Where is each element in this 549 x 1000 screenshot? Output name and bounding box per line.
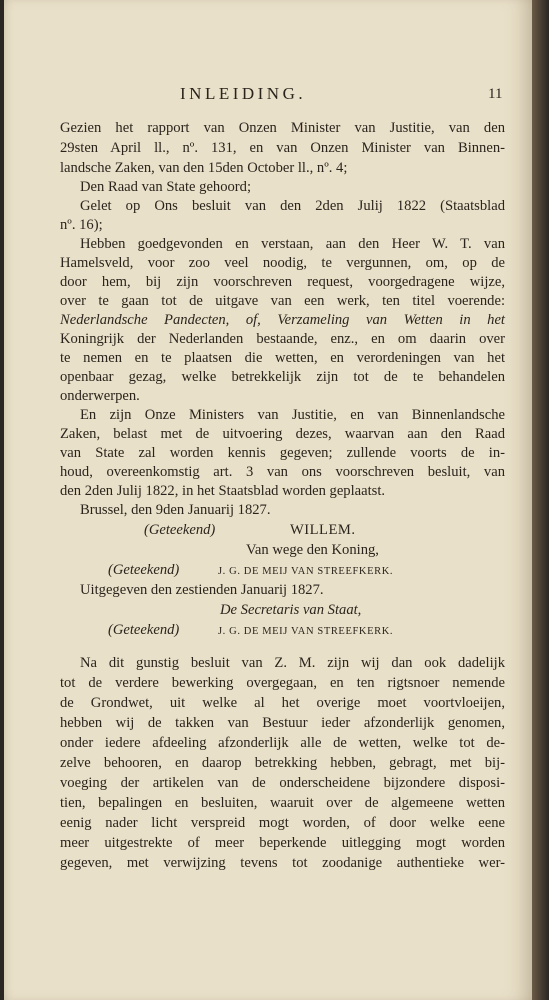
text-line: nº. 16); — [60, 217, 103, 233]
geteekend-label: (Geteekend) — [108, 562, 180, 578]
text-line: landsche Zaken, van den 15den October ll., nº. 4; — [60, 160, 348, 176]
text-line: onderwerpen. — [60, 388, 140, 404]
text-line: Koningrijk der Nederlanden bestaande, enz., en om daarin over — [60, 331, 505, 347]
signature-name: J. G. DE MEIJ VAN STREEFKERK. — [218, 626, 394, 637]
text-line: eenig nader licht verspreid mogt worden, of door welke eene — [60, 815, 505, 831]
text-line: Gezien het rapport van Onzen Minister van Justitie, van den — [60, 120, 505, 136]
text-line: Hamelsveld, voor zoo veel noodig, te vergunnen, om, op de — [60, 255, 505, 271]
text-line: hebben wij de takken van Bestuur ieder afzonderlijk genomen, — [60, 715, 505, 731]
text-line: den 2den Julij 1822, in het Staatsblad worden geplaatst. — [60, 483, 386, 499]
text-line: Brussel, den 9den Januarij 1827. — [80, 502, 271, 518]
text-line: openbaar gezag, welke betrekkelijk zijn tot de te behandelen — [60, 369, 505, 385]
book-edge — [532, 0, 549, 1000]
text-line: En zijn Onze Ministers van Justitie, en van Binnenlandsche — [80, 407, 505, 423]
text-line: Zaken, belast met de uitvoering dezes, waarvan aan den Raad — [60, 426, 505, 442]
book-page — [4, 0, 532, 1000]
running-header: INLEIDING. — [180, 84, 307, 103]
text-line: voeging der artikelen van de onderscheidene bijzondere disposi- — [60, 775, 505, 791]
signature-willem: WILLEM. — [290, 522, 356, 538]
text-line: Na dit gunstig besluit van Z. M. zijn wij dan ook dadelijk — [80, 655, 505, 671]
geteekend-label: (Geteekend) — [144, 522, 216, 538]
text-line: 29sten April ll., nº. 131, en van Onzen Minister van Binnen- — [60, 140, 505, 156]
text-line: de Grondwet, uit welke al het overige moet voortvloeijen, — [60, 695, 505, 711]
text-line: Nederlandsche Pandecten, of, Verzameling van Wetten in het — [60, 312, 505, 328]
text-line: Den Raad van State gehoord; — [80, 179, 252, 195]
geteekend-label: (Geteekend) — [108, 622, 180, 638]
text-line: houd, overeenkomstig art. 3 van ons voorschreven besluit, van — [60, 464, 505, 480]
text-line: tot de verdere bewerking overgegaan, en ten rigtsnoer nemende — [60, 675, 505, 691]
text-line: zelve behooren, en daarop betrekking hebben, gebragt, met bij- — [60, 755, 505, 771]
van-wege-line: Van wege den Koning, — [246, 542, 379, 558]
secretaris-line: De Secretaris van Staat, — [220, 602, 362, 618]
signature-name: J. G. DE MEIJ VAN STREEFKERK. — [218, 566, 394, 577]
text-line: onder iedere afdeeling afzonderlijk alle de wetten, welke tot de- — [60, 735, 505, 751]
text-line: van State zal worden kennis gegeven; zullende voorts de in- — [60, 445, 505, 461]
text-line: over te gaan tot de uitgave van een werk, ten titel voerende: — [60, 293, 505, 309]
text-line: te nemen en te plaatsen die wetten, en verordeningen van het — [60, 350, 505, 366]
text-line: Hebben goedgevonden en verstaan, aan den Heer W. T. van — [80, 236, 505, 252]
page-number: 11 — [488, 86, 503, 102]
uitgegeven-line: Uitgegeven den zestienden Januarij 1827. — [80, 582, 324, 598]
text-line: meer uitgestrekte of meer beperkende uitlegging mogt worden — [60, 835, 505, 851]
text-line: door hem, bij zijn voorschreven request, voorgedragene wijze, — [60, 274, 505, 290]
text-line: tien, bepalingen en besluiten, waaruit over de algemeene wetten — [60, 795, 505, 811]
text-line: Gelet op Ons besluit van den 2den Julij 1822 (Staatsblad — [80, 198, 505, 214]
text-line: gegeven, met verwijzing tevens tot zoodanige authentieke wer- — [60, 855, 505, 871]
